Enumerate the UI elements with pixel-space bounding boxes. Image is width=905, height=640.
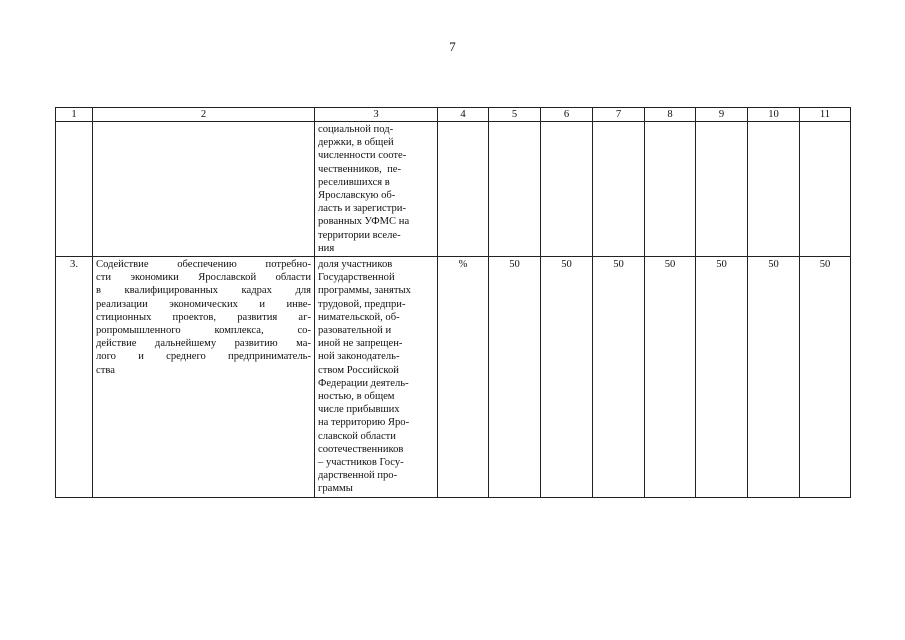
header-cell: 11 — [800, 108, 851, 122]
table-row — [56, 257, 851, 498]
value-cell — [593, 122, 645, 257]
header-cell: 9 — [696, 108, 748, 122]
value-cell — [800, 122, 851, 257]
indicator-line: рованных УФМС на — [318, 216, 410, 228]
indicator-line: граммы — [318, 483, 353, 495]
table-header-row — [56, 108, 851, 122]
value-cell: 50 — [696, 257, 748, 498]
header-cell: 6 — [541, 108, 593, 122]
unit-cell: % — [438, 257, 489, 498]
indicator-line: ния — [318, 242, 335, 254]
value-cell: 50 — [748, 257, 800, 498]
goal-line: ропромышленного комплекса, со- — [96, 325, 311, 337]
goal-line: лого и среднего предприниматель- — [96, 351, 311, 363]
indicator-cell — [315, 122, 438, 257]
row-number-cell — [56, 122, 93, 257]
indicator-line: Ярославскую об- — [318, 190, 396, 202]
indicator-line: чественников, пе- — [318, 163, 402, 175]
indicator-line: численности сооте- — [318, 150, 407, 162]
value-cell: 50 — [593, 257, 645, 498]
indicator-line: социальной под- — [318, 124, 394, 135]
indicator-line: держки, в общей — [318, 137, 394, 149]
indicator-line: доля участников — [318, 259, 393, 271]
header-cell: 2 — [93, 108, 315, 122]
indicator-line: ством Российской — [318, 364, 399, 376]
value-cell: 50 — [645, 257, 696, 498]
goal-line: сти экономики Ярославской области — [96, 272, 311, 284]
indicator-line: Федерации деятель- — [318, 377, 409, 389]
row-number-cell: 3. — [56, 257, 93, 498]
unit-cell — [438, 122, 489, 257]
indicator-line: нимательской, об- — [318, 311, 400, 323]
indicator-table — [55, 107, 851, 498]
header-cell: 5 — [489, 108, 541, 122]
indicator-line: ностью, в общем — [318, 391, 395, 403]
goal-line: ства — [96, 364, 115, 376]
indicator-line: соотечественников — [318, 443, 404, 455]
indicator-line: – участников Госу- — [318, 457, 404, 469]
indicator-line: реселившихся в — [318, 176, 390, 188]
value-cell — [489, 122, 541, 257]
value-cell — [696, 122, 748, 257]
indicator-line: территории вселе- — [318, 229, 401, 241]
goal-line: в квалифицированных кадрах для — [96, 285, 311, 297]
goal-cell — [93, 122, 315, 257]
header-cell: 10 — [748, 108, 800, 122]
header-cell: 3 — [315, 108, 438, 122]
value-cell: 50 — [800, 257, 851, 498]
indicator-line: ной законодатель- — [318, 351, 400, 363]
indicator-line: трудовой, предпри- — [318, 298, 406, 310]
goal-line: Содействие обеспечению потребно- — [96, 259, 311, 271]
indicator-line: числе прибывших — [318, 404, 400, 416]
value-cell — [541, 122, 593, 257]
indicator-line: на территорию Яро- — [318, 417, 410, 429]
value-cell — [748, 122, 800, 257]
indicator-line: ласть и зарегистри- — [318, 203, 406, 215]
goal-line: реализации экономических и инве- — [96, 298, 311, 310]
value-cell: 50 — [489, 257, 541, 498]
page-number: 7 — [449, 39, 456, 54]
value-cell — [645, 122, 696, 257]
value-cell: 50 — [541, 257, 593, 498]
header-cell: 7 — [593, 108, 645, 122]
header-cell: 1 — [56, 108, 93, 122]
goal-line: стиционных проектов, развития аг- — [96, 311, 311, 323]
header-cell: 8 — [645, 108, 696, 122]
header-cell: 4 — [438, 108, 489, 122]
indicator-line: программы, занятых — [318, 285, 411, 297]
indicator-cell — [315, 257, 438, 498]
indicator-line: Государственной — [318, 272, 395, 284]
indicator-line: разовательной и — [318, 325, 392, 337]
goal-cell — [93, 257, 315, 498]
indicator-line: дарственной про- — [318, 470, 398, 482]
indicator-line: иной не запрещен- — [318, 338, 403, 350]
goal-line: действие дальнейшему развитию ма- — [96, 338, 311, 350]
table-row — [56, 122, 851, 257]
indicator-line: славской области — [318, 430, 396, 442]
